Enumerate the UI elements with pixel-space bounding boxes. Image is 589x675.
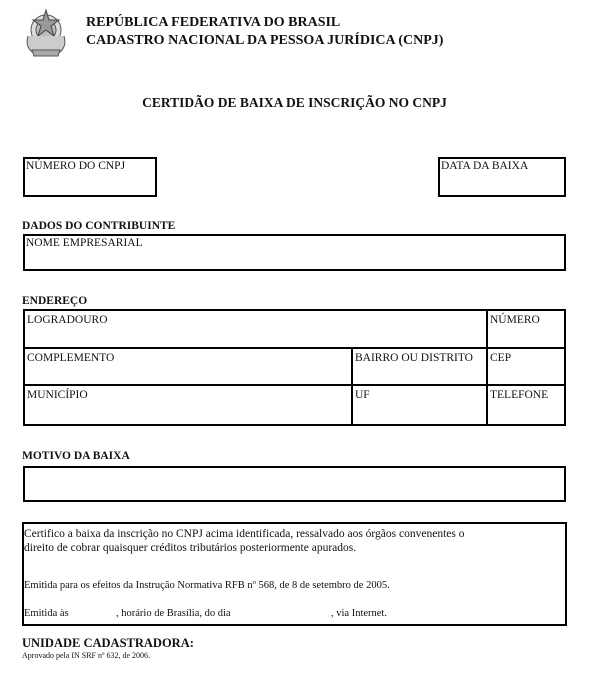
complemento-cell: [23, 347, 353, 386]
header-registry: CADASTRO NACIONAL DA PESSOA JURÍDICA (CNPJ): [86, 33, 444, 48]
municipio-cell: [23, 384, 353, 426]
municipio-label: MUNICÍPIO: [27, 389, 88, 401]
cep-label: CEP: [490, 352, 512, 364]
company-name-label: NOME EMPRESARIAL: [26, 237, 143, 249]
uf-cell: [351, 384, 488, 426]
certificate-line-2: direito de cobrar quaisquer créditos tributários posteriormente apurados.: [24, 542, 357, 554]
cnpj-number-label: NÚMERO DO CNPJ: [26, 160, 126, 172]
registry-unit-label: UNIDADE CADASTRADORA:: [22, 636, 194, 650]
cnpj-number-box: [23, 157, 157, 197]
uf-label: UF: [355, 389, 370, 401]
document-title: CERTIDÃO DE BAIXA DE INSCRIÇÃO NO CNPJ: [142, 95, 447, 110]
numero-cell: [486, 309, 566, 349]
telefone-label: TELEFONE: [490, 389, 549, 401]
header-republic: REPÚBLICA FEDERATIVA DO BRASIL: [86, 15, 341, 30]
baixa-date-label: DATA DA BAIXA: [441, 160, 529, 172]
bairro-cell: [351, 347, 488, 386]
certificate-line-3: Emitida para os efeitos da Instrução Normativa RFB nº 568, de 8 de setembro de 2005.: [24, 580, 390, 591]
certificate-line-4b: , horário de Brasília, do dia: [116, 608, 231, 619]
approval-note: Aprovado pela IN SRF nº 632, de 2006.: [22, 651, 151, 660]
bairro-label: BAIRRO OU DISTRITO: [355, 352, 473, 364]
certificate-line-4a: Emitida às: [24, 608, 69, 619]
reason-box: [23, 466, 566, 502]
logradouro-cell: [23, 309, 488, 349]
company-name-box: [23, 234, 566, 271]
cep-cell: [486, 347, 566, 386]
address-section-title: ENDEREÇO: [22, 295, 88, 307]
baixa-date-box: [438, 157, 566, 197]
reason-section-title: MOTIVO DA BAIXA: [22, 450, 130, 462]
coat-of-arms-emblem: [22, 6, 70, 58]
taxpayer-section-title: DADOS DO CONTRIBUINTE: [22, 220, 176, 232]
telefone-cell: [486, 384, 566, 426]
complemento-label: COMPLEMENTO: [27, 352, 115, 364]
numero-label: NÚMERO: [490, 314, 540, 326]
certificate-line-4c: , via Internet.: [331, 608, 387, 619]
logradouro-label: LOGRADOURO: [27, 314, 108, 326]
certificate-line-1: Certifico a baixa da inscrição no CNPJ acima identificada, ressalvado aos órgãos convenentes o: [24, 528, 465, 540]
